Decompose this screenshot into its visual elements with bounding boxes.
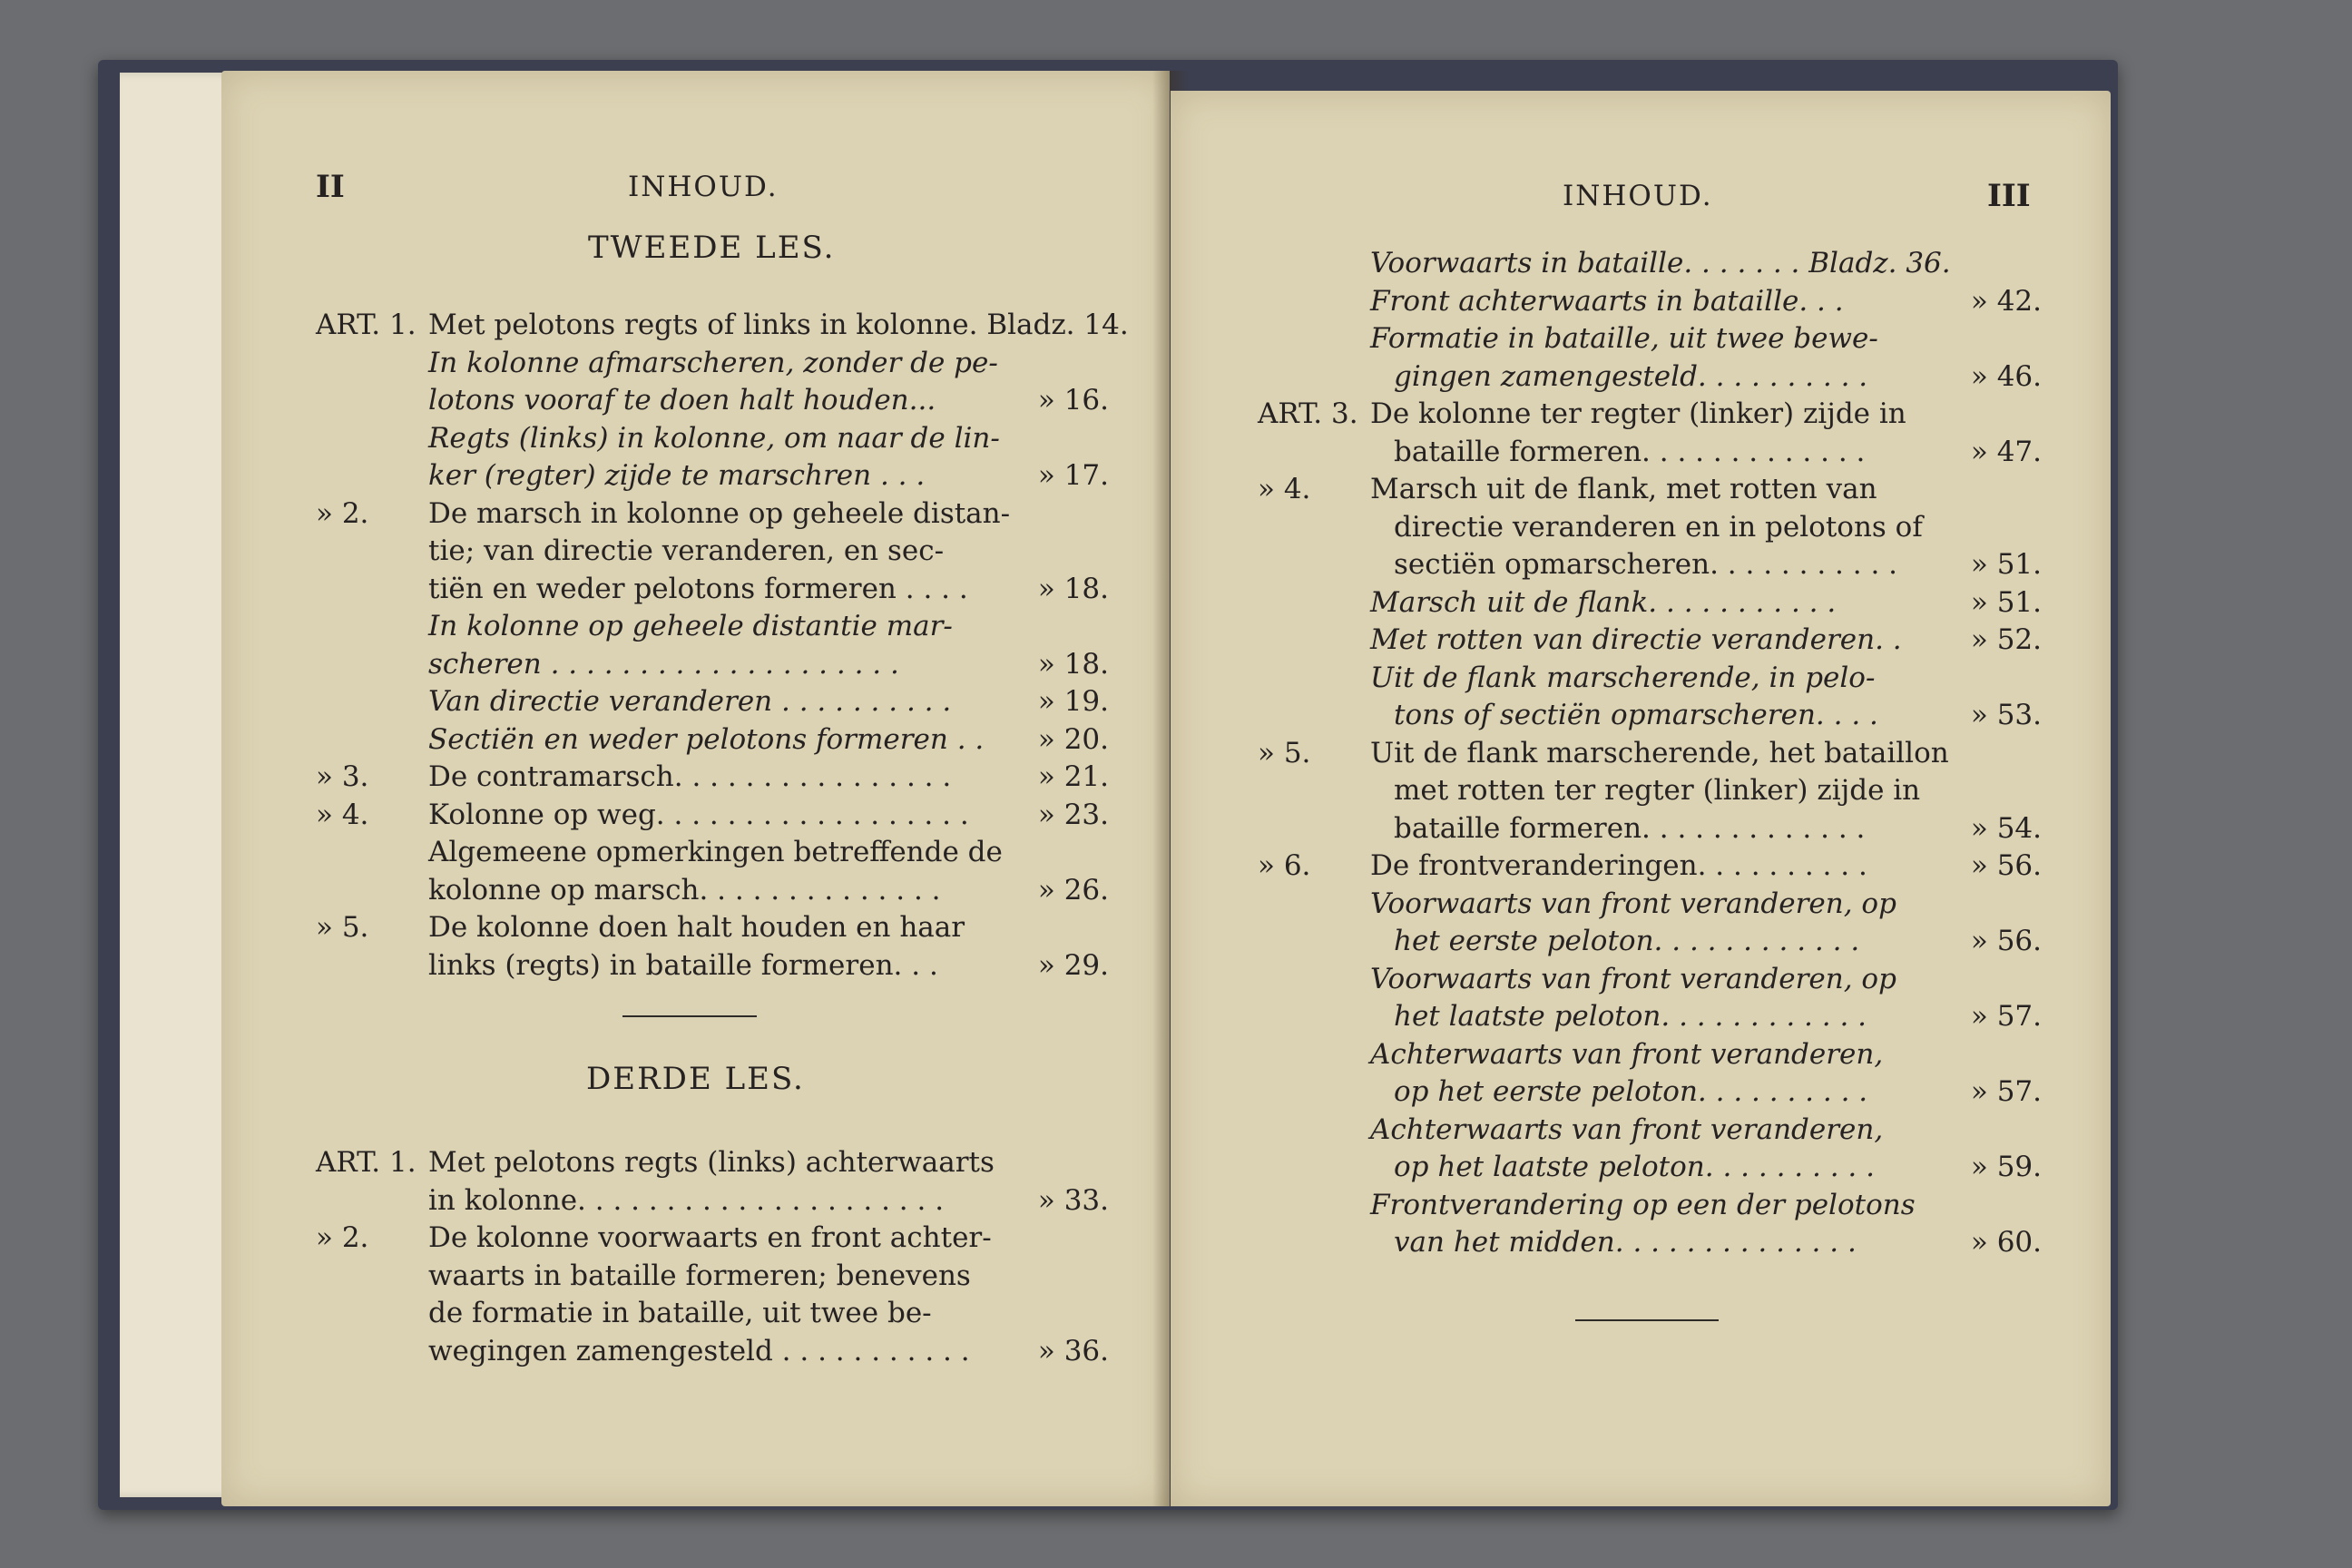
entry-line: sectiën opmarscheren. . . . . . . . . . . (1394, 548, 1898, 581)
entry-line: Regts (links) in kolonne, om naar de lin- (428, 421, 1000, 455)
toc-entry (221, 799, 1170, 837)
entry-line: Uit de flank marscherende, in pelo- (1370, 661, 1876, 694)
toc-entry (1171, 473, 2111, 586)
article-number: ART. 1. (316, 1146, 416, 1179)
entry-line: Van directie veranderen . . . . . . . . . . (428, 685, 952, 718)
page-reference: » 52. (1970, 623, 2042, 656)
entry-line: De kolonne ter regter (linker) zijde in (1370, 397, 1906, 430)
entry-line: in kolonne. . . . . . . . . . . . . . . . . . . . . (428, 1183, 945, 1217)
toc-entry (1171, 849, 2111, 887)
page-reference: » 57. (1970, 1000, 2042, 1033)
entry-line: bataille formeren. . . . . . . . . . . . . (1394, 435, 1866, 468)
entry-line: Algemeene opmerkingen betreffende de (428, 836, 1003, 868)
entry-line: met rotten ter regter (linker) zijde in (1394, 774, 1921, 807)
entry-line: Marsch uit de flank, met rotten van (1370, 473, 1877, 505)
entry-line: De kolonne voorwaarts en front achter- (428, 1221, 992, 1254)
toc-entry (221, 760, 1170, 799)
toc-entry (1171, 1189, 2111, 1264)
article-number: » 4. (1258, 473, 1311, 505)
article-number: » 5. (1258, 736, 1311, 769)
section-title: TWEEDE LES. (588, 230, 836, 266)
entry-line: tie; van directie veranderen, en sec- (428, 534, 945, 567)
page-reference: » 20. (1037, 722, 1109, 756)
article-number: » 4. (316, 798, 369, 831)
entry-line: De contramarsch. . . . . . . . . . . . . . . . (428, 760, 952, 793)
entry-line: De marsch in kolonne op geheele distan- (428, 496, 1011, 530)
running-head: INHOUD. (1563, 180, 1713, 212)
entry-line: gingen zamengesteld. . . . . . . . . . (1394, 359, 1868, 393)
toc-entry (221, 309, 1170, 347)
entry-line: directie veranderen en in pelotons of (1394, 510, 1923, 544)
toc-entry (1171, 963, 2111, 1038)
page-reference: » 26. (1037, 873, 1109, 906)
entry-line: Achterwaarts van front veranderen, (1370, 1037, 1884, 1071)
toc-entry (1171, 247, 2111, 285)
toc-entry (221, 685, 1170, 723)
toc-entry (1171, 662, 2111, 737)
page-reference: » 56. (1970, 925, 2042, 957)
article-number: ART. 1. (316, 309, 416, 341)
entry-line: links (regts) in bataille formeren. . . (428, 948, 938, 982)
toc-entry (1171, 1113, 2111, 1189)
right-page (1171, 91, 2111, 1506)
toc-entry (221, 422, 1170, 497)
entry-line: De kolonne doen halt houden en haar (428, 911, 965, 944)
page-reference: » 46. (1970, 359, 2042, 393)
toc-entry (221, 610, 1170, 685)
article-number: » 3. (316, 760, 369, 793)
page-reference: » 21. (1037, 760, 1109, 793)
entry-line: Marsch uit de flank. . . . . . . . . . . (1370, 585, 1837, 619)
toc-entry (1171, 887, 2111, 963)
article-number: ART. 3. (1258, 397, 1358, 430)
page-reference: » 56. (1970, 849, 2042, 882)
entry-line: Kolonne op weg. . . . . . . . . . . . . . . . . . (428, 798, 969, 831)
entry-line: Frontverandering op een der pelotons (1370, 1188, 1916, 1221)
article-number: » 2. (316, 1221, 369, 1254)
page-reference: » 19. (1037, 685, 1109, 718)
entry-line: kolonne op marsch. . . . . . . . . . . . . . (428, 873, 941, 906)
toc-entry (221, 347, 1170, 422)
toc-entry (221, 497, 1170, 611)
page-reference: » 16. (1037, 384, 1109, 416)
page-number: II (316, 169, 345, 205)
entry-line: In kolonne op geheele distantie mar- (428, 610, 953, 642)
page-reference: » 18. (1037, 647, 1109, 681)
running-head: INHOUD. (628, 171, 779, 203)
page-reference: » 47. (1970, 435, 2042, 468)
section-title: DERDE LES. (586, 1061, 805, 1097)
page-reference: » 23. (1037, 798, 1109, 831)
entry-line: Met pelotons regts of links in kolonne. Bladz. 14. (428, 309, 1129, 341)
toc-entry (1171, 737, 2111, 850)
toc-entry (221, 836, 1170, 911)
entry-line: van het midden. . . . . . . . . . . . . . (1394, 1226, 1857, 1259)
article-number: » 5. (316, 911, 369, 944)
entry-line: Met pelotons regts (links) achterwaarts (428, 1146, 995, 1179)
entry-line: het laatste peloton. . . . . . . . . . . . (1394, 1000, 1867, 1033)
entry-line: scheren . . . . . . . . . . . . . . . . . . . . (428, 647, 899, 681)
page-reference: » 51. (1970, 585, 2042, 619)
end-divider (1575, 1319, 1719, 1321)
entry-line: Uit de flank marscherende, het bataillon (1370, 736, 1949, 769)
page-reference: » 59. (1970, 1151, 2042, 1183)
article-number: » 6. (1258, 849, 1311, 882)
page-reference: » 18. (1037, 572, 1109, 605)
entry-line: ker (regter) zijde te marschren . . . (428, 459, 926, 492)
entry-line: op het laatste peloton. . . . . . . . . . (1394, 1151, 1875, 1183)
page-reference: » 17. (1037, 459, 1109, 492)
entry-line: waarts in bataille formeren; benevens (428, 1259, 971, 1292)
page-number: III (1987, 178, 2031, 214)
toc-entry (221, 1146, 1170, 1221)
entry-line: Front achterwaarts in bataille. . . (1370, 284, 1844, 318)
entry-line: de formatie in bataille, uit twee be- (428, 1297, 932, 1329)
page-reference: » 36. (1037, 1334, 1109, 1367)
toc-entry (1171, 322, 2111, 397)
entry-line: Voorwaarts in bataille. . . . . . . Bladz. 36. (1370, 247, 1951, 279)
page-reference: » 29. (1037, 948, 1109, 982)
page-reference: » 54. (1970, 811, 2042, 845)
entry-line: Formatie in bataille, uit twee bewe- (1370, 322, 1878, 355)
left-page (221, 71, 1170, 1506)
page-reference: » 53. (1970, 699, 2042, 731)
toc-entry (221, 1221, 1170, 1372)
toc-entry (221, 723, 1170, 761)
toc-entry (1171, 285, 2111, 323)
entry-line: In kolonne afmarscheren, zonder de pe- (428, 346, 998, 379)
toc-entry (1171, 397, 2111, 473)
toc-entry (1171, 1038, 2111, 1113)
page-reference: » 57. (1970, 1075, 2042, 1108)
entry-line: bataille formeren. . . . . . . . . . . . . (1394, 811, 1866, 845)
page-reference: » 51. (1970, 548, 2042, 581)
entry-line: Sectiën en weder pelotons formeren . . (428, 722, 985, 756)
toc-entry (1171, 623, 2111, 662)
toc-entry (221, 911, 1170, 986)
entry-line: wegingen zamengesteld . . . . . . . . . . . (428, 1334, 970, 1367)
entry-line: Voorwaarts van front veranderen, op (1370, 962, 1896, 995)
entry-line: tiën en weder pelotons formeren . . . . (428, 572, 968, 605)
page-reference: » 60. (1970, 1226, 2042, 1259)
entry-line: Met rotten van directie veranderen. . (1370, 623, 1902, 656)
entry-line: lotons vooraf te doen halt houden... (428, 384, 936, 416)
entry-line: De frontveranderingen. . . . . . . . . . (1370, 849, 1867, 882)
entry-line: Achterwaarts van front veranderen, (1370, 1112, 1884, 1146)
entry-line: tons of sectiën opmarscheren. . . . (1394, 699, 1878, 731)
section-divider (622, 1015, 757, 1017)
toc-entry (1171, 586, 2111, 624)
page-reference: » 33. (1037, 1183, 1109, 1217)
entry-line: het eerste peloton. . . . . . . . . . . . (1394, 925, 1860, 957)
article-number: » 2. (316, 496, 369, 530)
page-reference: » 42. (1970, 284, 2042, 318)
entry-line: op het eerste peloton. . . . . . . . . . (1394, 1075, 1868, 1108)
entry-line: Voorwaarts van front veranderen, op (1370, 887, 1896, 920)
